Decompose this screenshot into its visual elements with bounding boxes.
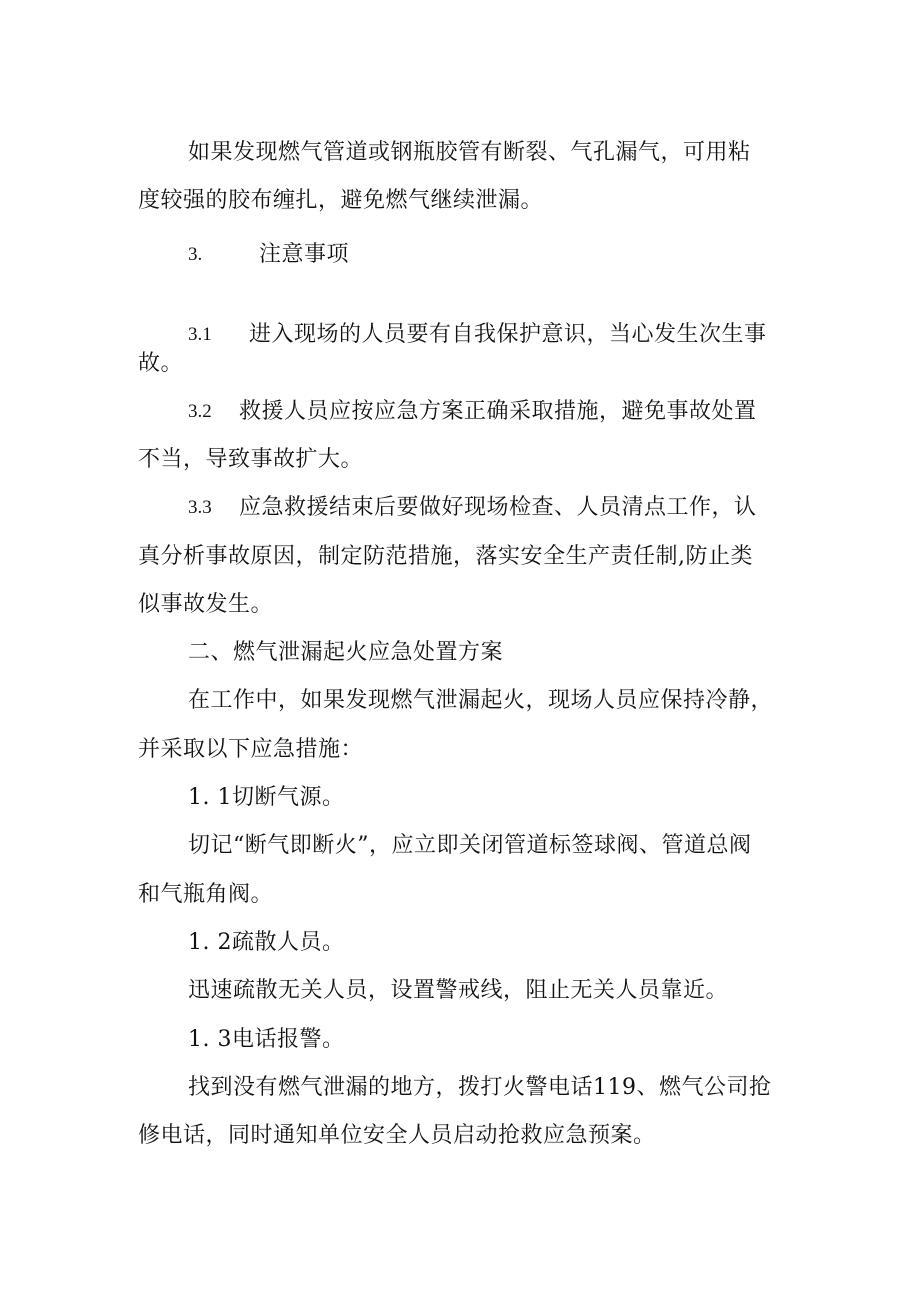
paragraph-line: 故。 bbox=[138, 351, 184, 376]
paragraph-line: 在工作中，如果发现燃气泄漏起火，现场人员应保持冷静， bbox=[188, 688, 774, 713]
paragraph-line: 和气瓶角阀。 bbox=[138, 882, 274, 907]
paragraph-line: 并采取以下应急措施： bbox=[138, 737, 364, 762]
item-number: 3.2 bbox=[188, 401, 212, 422]
paragraph-line: 应急救援结束后要做好现场检查、人员清点工作，认 bbox=[239, 495, 757, 520]
section-heading: 二、燃气泄漏起火应急处置方案 bbox=[188, 640, 504, 665]
item-heading: 1. 3电话报警。 bbox=[188, 1027, 345, 1052]
paragraph-line: 找到没有燃气泄漏的地方，拨打火警电话119、燃气公司抢 bbox=[188, 1075, 772, 1100]
paragraph-line: 不当，导致事故扩大。 bbox=[138, 447, 364, 472]
paragraph-line: 真分析事故原因，制定防范措施，落实安全生产责任制,防止类 bbox=[138, 544, 753, 569]
paragraph-line: 似事故发生。 bbox=[138, 592, 274, 617]
paragraph-line: 切记“断气即断火”，应立即关闭管道标签球阀、管道总阀 bbox=[188, 833, 752, 858]
paragraph-line: 救援人员应按应急方案正确采取措施，避免事故处置 bbox=[239, 399, 757, 424]
item-heading: 1. 2疏散人员。 bbox=[188, 930, 345, 955]
paragraph-line: 迅速疏散无关人员，设置警戒线，阻止无关人员靠近。 bbox=[188, 978, 729, 1003]
item-number: 3.3 bbox=[188, 497, 212, 518]
section-number: 3. bbox=[188, 244, 203, 265]
item-number: 3.1 bbox=[188, 324, 212, 345]
paragraph-line: 修电话，同时通知单位安全人员启动抢救应急预案。 bbox=[138, 1123, 656, 1148]
paragraph-line: 度较强的胶布缠扎，避免燃气继续泄漏。 bbox=[138, 188, 544, 213]
paragraph-line: 进入现场的人员要有自我保护意识，当心发生次生事 bbox=[249, 322, 767, 347]
paragraph-line: 如果发现燃气管道或钢瓶胶管有断裂、气孔漏气，可用粘 bbox=[188, 140, 751, 165]
item-heading: 1. 1切断气源。 bbox=[188, 785, 345, 810]
section-heading: 注意事项 bbox=[259, 242, 350, 267]
